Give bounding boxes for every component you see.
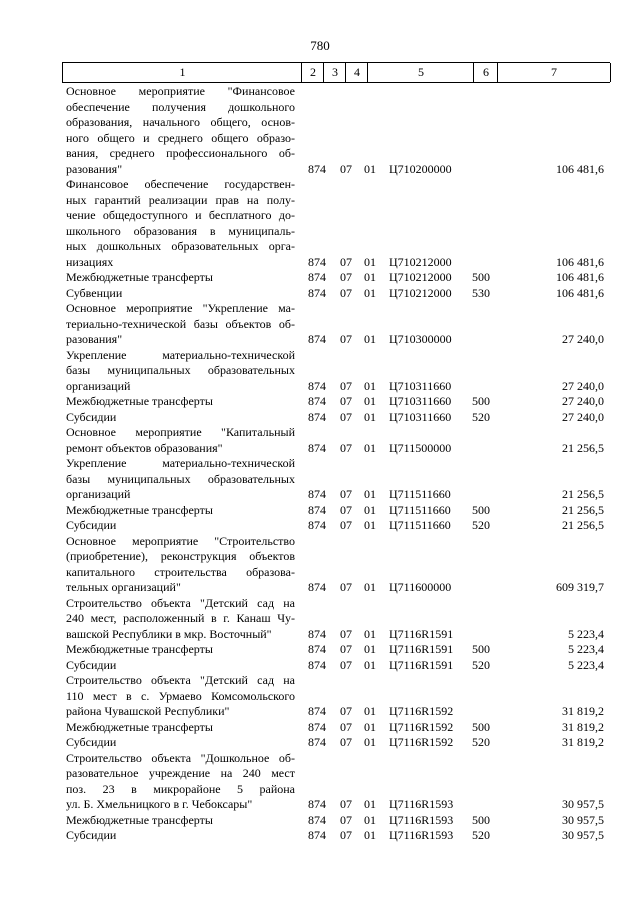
description-line: Укрепление материально-технической	[66, 456, 295, 470]
cell-col-4: 01	[364, 735, 376, 749]
table-row	[0, 720, 640, 736]
cell-col-2: 874	[308, 797, 326, 811]
header-col-6: 6	[473, 63, 498, 82]
cell-col-3: 07	[340, 704, 352, 718]
description-line: Межбюджетные трансферты	[66, 502, 213, 517]
table-row	[0, 286, 640, 302]
cell-col-4: 01	[364, 626, 376, 641]
cell-col-2: 874	[308, 285, 326, 300]
table-row	[0, 456, 640, 503]
cell-col-3: 07	[340, 285, 352, 300]
cell-col-3: 07	[340, 394, 352, 408]
cell-col-7: 31 819,2	[562, 735, 604, 749]
row-description	[66, 301, 295, 348]
description-line: Строительство объекта "Детский сад на	[66, 673, 295, 687]
cell-col-2: 874	[308, 719, 326, 734]
row-description	[66, 286, 295, 302]
cell-col-7: 106 481,6	[556, 254, 604, 269]
cell-col-3: 07	[340, 440, 352, 455]
cell-col-3: 07	[340, 332, 352, 346]
description-line: ных дошкольных образовательных орга-	[66, 239, 295, 253]
description-line: Межбюджетные трансферты	[66, 642, 213, 656]
description-line: школьного образования в муниципаль-	[66, 223, 295, 238]
cell-col-7: 30 957,5	[562, 812, 604, 827]
description-line: вания, среднего профессионального об-	[66, 146, 295, 160]
cell-col-6: 500	[472, 394, 490, 408]
cell-col-6: 520	[472, 518, 490, 532]
cell-col-5: Ц7116R1592	[389, 735, 454, 749]
cell-col-7: 21 256,5	[562, 440, 604, 455]
table-row	[0, 301, 640, 348]
table-row	[0, 410, 640, 426]
cell-col-5: Ц711511660	[389, 518, 451, 532]
cell-col-5: Ц711511660	[389, 487, 451, 501]
row-description	[66, 642, 295, 658]
cell-col-4: 01	[364, 828, 376, 842]
row-description	[66, 751, 295, 813]
cell-col-6: 520	[472, 409, 490, 424]
table-body	[0, 84, 640, 844]
description-line: базы муниципальных образовательных	[66, 471, 295, 486]
cell-col-3: 07	[340, 828, 352, 842]
cell-col-7: 27 240,0	[562, 378, 604, 393]
cell-col-4: 01	[364, 502, 376, 517]
table-row	[0, 658, 640, 674]
cell-col-2: 874	[308, 409, 326, 424]
cell-col-5: Ц7116R1591	[389, 626, 454, 641]
table-header	[62, 62, 610, 83]
description-line: Межбюджетные трансферты	[66, 394, 213, 408]
cell-col-4: 01	[364, 440, 376, 455]
description-line: Субсидии	[66, 409, 117, 424]
cell-col-5: Ц7116R1591	[389, 642, 454, 656]
description-line: Субсидии	[66, 828, 117, 842]
cell-col-2: 874	[308, 378, 326, 393]
cell-col-3: 07	[340, 161, 352, 176]
table-row	[0, 751, 640, 813]
cell-col-5: Ц7116R1593	[389, 828, 454, 842]
table-row	[0, 596, 640, 643]
cell-col-5: Ц710212000	[389, 270, 452, 284]
cell-col-4: 01	[364, 487, 376, 501]
cell-col-3: 07	[340, 735, 352, 749]
row-description	[66, 456, 295, 503]
cell-col-2: 874	[308, 394, 326, 408]
cell-col-3: 07	[340, 642, 352, 656]
description-line: Основное мероприятие "Финансовое	[66, 84, 295, 98]
header-col-1: 1	[62, 63, 302, 82]
table-row	[0, 534, 640, 596]
cell-col-2: 874	[308, 161, 326, 176]
description-line: района Чувашской Республики"	[66, 704, 230, 718]
description-line: Строительство объекта "Детский сад на	[66, 595, 295, 610]
cell-col-4: 01	[364, 332, 376, 346]
cell-col-4: 01	[364, 394, 376, 408]
cell-col-4: 01	[364, 518, 376, 532]
header-col-5: 5	[367, 63, 474, 82]
row-description	[66, 84, 295, 177]
cell-col-3: 07	[340, 812, 352, 827]
row-description	[66, 425, 295, 456]
cell-col-4: 01	[364, 797, 376, 811]
row-description	[66, 410, 295, 426]
cell-col-5: Ц710212000	[389, 285, 452, 300]
cell-col-3: 07	[340, 518, 352, 532]
cell-col-6: 500	[472, 270, 490, 284]
cell-col-5: Ц710212000	[389, 254, 452, 269]
cell-col-7: 27 240,0	[562, 394, 604, 408]
page-number: 780	[310, 38, 330, 53]
cell-col-4: 01	[364, 285, 376, 300]
description-line: разования"	[66, 161, 123, 176]
cell-col-6: 500	[472, 642, 490, 656]
description-line: Основное мероприятие "Капитальный	[66, 425, 295, 439]
cell-col-2: 874	[308, 487, 326, 501]
description-line: Межбюджетные трансферты	[66, 812, 213, 827]
header-col-7: 7	[497, 63, 611, 82]
description-line: поз. 23 в микрорайоне 5 района	[66, 781, 295, 796]
cell-col-4: 01	[364, 270, 376, 284]
description-line: организаций	[66, 487, 131, 501]
cell-col-5: Ц710311660	[389, 394, 452, 408]
description-line: организаций	[66, 378, 131, 393]
cell-col-7: 27 240,0	[562, 409, 604, 424]
cell-col-5: Ц710200000	[389, 161, 452, 176]
cell-col-3: 07	[340, 626, 352, 641]
table-row	[0, 394, 640, 410]
description-line: Основное мероприятие "Строительство	[66, 533, 295, 548]
cell-col-2: 874	[308, 440, 326, 455]
cell-col-3: 07	[340, 270, 352, 284]
description-line: 240 мест, расположенный в г. Канаш Чу-	[66, 611, 295, 625]
description-line: ул. Б. Хмельницкого в г. Чебоксары"	[66, 797, 253, 811]
cell-col-4: 01	[364, 409, 376, 424]
description-line: Субвенции	[66, 285, 123, 300]
table-row	[0, 735, 640, 751]
cell-col-5: Ц710300000	[389, 332, 452, 346]
cell-col-7: 31 819,2	[562, 704, 604, 718]
cell-col-5: Ц711500000	[389, 440, 452, 455]
description-line: обеспечение получения дошкольного	[66, 99, 295, 114]
cell-col-6: 500	[472, 812, 490, 827]
row-description	[66, 270, 295, 286]
row-description	[66, 394, 295, 410]
description-line: 110 мест в с. Урмаево Комсомольского	[66, 688, 295, 703]
table-row	[0, 642, 640, 658]
cell-col-2: 874	[308, 332, 326, 346]
cell-col-5: Ц7116R1591	[389, 657, 454, 672]
cell-col-2: 874	[308, 642, 326, 656]
cell-col-6: 520	[472, 828, 490, 842]
row-description	[66, 735, 295, 751]
cell-col-6: 500	[472, 719, 490, 734]
description-line: Укрепление материально-технической	[66, 347, 295, 362]
cell-col-6: 530	[472, 285, 490, 300]
cell-col-4: 01	[364, 812, 376, 827]
cell-col-7: 30 957,5	[562, 797, 604, 811]
table-row	[0, 813, 640, 829]
description-line: капитального строительства образова-	[66, 564, 295, 579]
description-line: Субсидии	[66, 735, 117, 749]
table-row	[0, 348, 640, 395]
row-description	[66, 813, 295, 829]
description-line: базы муниципальных образовательных	[66, 363, 295, 377]
cell-col-4: 01	[364, 161, 376, 176]
cell-col-4: 01	[364, 254, 376, 269]
cell-col-3: 07	[340, 580, 352, 594]
cell-col-2: 874	[308, 828, 326, 842]
cell-col-6: 500	[472, 502, 490, 517]
cell-col-7: 609 319,7	[556, 580, 604, 594]
header-col-4: 4	[345, 63, 368, 82]
cell-col-2: 874	[308, 254, 326, 269]
cell-col-7: 21 256,5	[562, 487, 604, 501]
cell-col-2: 874	[308, 502, 326, 517]
cell-col-3: 07	[340, 797, 352, 811]
description-line: Субсидии	[66, 657, 117, 672]
cell-col-4: 01	[364, 719, 376, 734]
cell-col-7: 21 256,5	[562, 518, 604, 532]
cell-col-3: 07	[340, 409, 352, 424]
table-row	[0, 425, 640, 456]
table-row	[0, 84, 640, 177]
table-row	[0, 828, 640, 844]
cell-col-3: 07	[340, 657, 352, 672]
description-line: низациях	[66, 254, 114, 269]
cell-col-2: 874	[308, 518, 326, 532]
cell-col-7: 106 481,6	[556, 161, 604, 176]
row-description	[66, 177, 295, 270]
cell-col-4: 01	[364, 657, 376, 672]
description-line: ных гарантий реализации прав на полу-	[66, 192, 295, 207]
description-line: тельных организаций"	[66, 580, 181, 594]
cell-col-4: 01	[364, 378, 376, 393]
cell-col-3: 07	[340, 378, 352, 393]
table-row	[0, 503, 640, 519]
cell-col-3: 07	[340, 254, 352, 269]
description-line: ного общего и среднего общего образо-	[66, 130, 295, 145]
cell-col-7: 106 481,6	[556, 270, 604, 284]
cell-col-5: Ц7116R1593	[389, 797, 454, 811]
cell-col-6: 520	[472, 657, 490, 672]
row-description	[66, 828, 295, 844]
description-line: Строительство объекта "Дошкольное об-	[66, 750, 295, 765]
table-row	[0, 177, 640, 270]
cell-col-2: 874	[308, 657, 326, 672]
description-line: ремонт объектов образования"	[66, 440, 223, 455]
row-description	[66, 596, 295, 643]
cell-col-5: Ц710311660	[389, 409, 452, 424]
row-description	[66, 534, 295, 596]
description-line: Субсидии	[66, 518, 117, 532]
description-line: Основное мероприятие "Укрепление ма-	[66, 301, 295, 315]
table-row	[0, 518, 640, 534]
cell-col-4: 01	[364, 580, 376, 594]
cell-col-5: Ц7116R1592	[389, 719, 454, 734]
cell-col-5: Ц7116R1592	[389, 704, 454, 718]
cell-col-3: 07	[340, 502, 352, 517]
description-line: образования, начального общего, основ-	[66, 115, 295, 129]
cell-col-4: 01	[364, 642, 376, 656]
cell-col-4: 01	[364, 704, 376, 718]
description-line: Межбюджетные трансферты	[66, 719, 213, 734]
description-line: Финансовое обеспечение государствен-	[66, 177, 295, 191]
cell-col-7: 21 256,5	[562, 502, 604, 517]
cell-col-7: 31 819,2	[562, 719, 604, 734]
header-col-2: 2	[301, 63, 324, 82]
cell-col-2: 874	[308, 735, 326, 749]
cell-col-7: 5 223,4	[568, 657, 604, 672]
description-line: разования"	[66, 332, 123, 346]
cell-col-2: 874	[308, 580, 326, 594]
cell-col-2: 874	[308, 626, 326, 641]
row-description	[66, 503, 295, 519]
cell-col-2: 874	[308, 812, 326, 827]
cell-col-6: 520	[472, 735, 490, 749]
description-line: териально-технической базы объектов об-	[66, 316, 295, 331]
header-col-3: 3	[323, 63, 346, 82]
description-line: вашской Республики в мкр. Восточный"	[66, 626, 272, 641]
cell-col-5: Ц7116R1593	[389, 812, 454, 827]
row-description	[66, 658, 295, 674]
description-line: (приобретение), реконструкция объектов	[66, 549, 295, 563]
cell-col-7: 106 481,6	[556, 285, 604, 300]
cell-col-7: 5 223,4	[568, 626, 604, 641]
description-line: разовательное учреждение на 240 мест	[66, 766, 295, 780]
cell-col-5: Ц710311660	[389, 378, 452, 393]
cell-col-7: 30 957,5	[562, 828, 604, 842]
description-line: Межбюджетные трансферты	[66, 270, 213, 284]
cell-col-7: 5 223,4	[568, 642, 604, 656]
table-row	[0, 270, 640, 286]
table-row	[0, 673, 640, 720]
row-description	[66, 673, 295, 720]
cell-col-2: 874	[308, 704, 326, 718]
cell-col-3: 07	[340, 719, 352, 734]
row-description	[66, 720, 295, 736]
row-description	[66, 348, 295, 395]
cell-col-3: 07	[340, 487, 352, 501]
row-description	[66, 518, 295, 534]
cell-col-5: Ц711600000	[389, 580, 452, 594]
cell-col-5: Ц711511660	[389, 502, 451, 517]
cell-col-7: 27 240,0	[562, 332, 604, 346]
cell-col-2: 874	[308, 270, 326, 284]
description-line: чение общедоступного и бесплатного до-	[66, 208, 295, 222]
